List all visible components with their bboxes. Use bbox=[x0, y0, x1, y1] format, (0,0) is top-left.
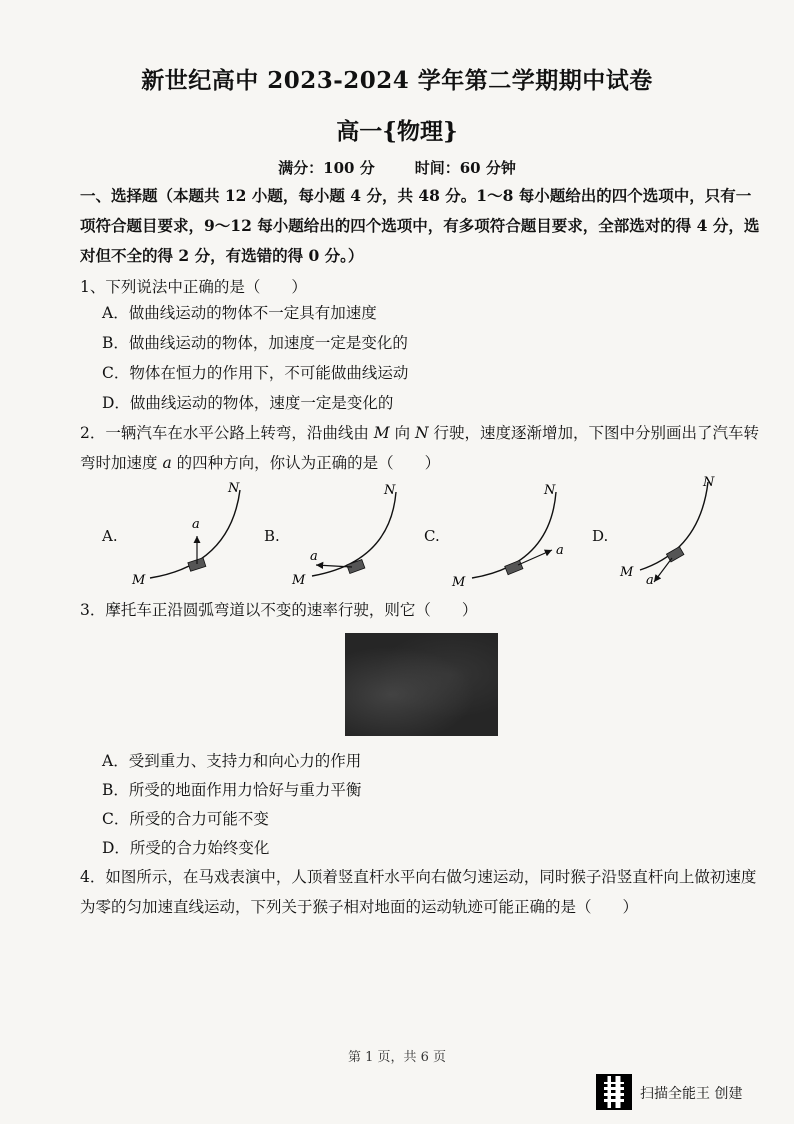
q3-stem: 3．摩托车正沿圆弧弯道以不变的速率行驶，则它（ ） bbox=[80, 601, 478, 619]
q4-stem: 4．如图所示，在马戏表演中，人顶着竖直杆水平向右做匀速运动，同时猴子沿竖直杆向上做初速度为零的匀加速直线运动，下列关于猴子相对地面的运动轨迹可能正确的是（ ） bbox=[80, 868, 757, 916]
motorcycle-photo bbox=[345, 633, 498, 736]
q2-b-m-label: M bbox=[292, 573, 306, 588]
page-number: 第 1 页，共 6 页 bbox=[347, 1050, 447, 1065]
q3-option-c: C．所受的合力可能不变 bbox=[102, 810, 269, 828]
q3-option-d: D．所受的合力始终变化 bbox=[102, 839, 270, 857]
q2-c-n-label: N bbox=[544, 483, 556, 498]
q1-option-b: B．做曲线运动的物体，加速度一定是变化的 bbox=[102, 334, 408, 352]
q3-option-b: B．所受的地面作用力恰好与重力平衡 bbox=[102, 781, 362, 799]
q1-stem: 1、下列说法中正确的是（ ） bbox=[80, 278, 307, 296]
exam-subject: 高一{物理} bbox=[336, 118, 458, 145]
q1-option-d: D．做曲线运动的物体，速度一定是变化的 bbox=[102, 394, 394, 412]
q2-c-accel-label: a bbox=[556, 543, 564, 558]
q2-c-m-label: M bbox=[452, 575, 466, 590]
exam-time: 时间：60 分钟 bbox=[414, 159, 516, 177]
section-instructions: 一、选择题（本题共 12 小题，每小题 4 分，共 48 分。1～8 每小题给出的四个选项中，只有一项符合题目要求，9～12 每小题给出的四个选项中，有多项符合题目要求，全部选对的得 4 分，选对但不全的得 2 分，有选错的得 0 分。） bbox=[80, 186, 760, 265]
q2-b-accel-label: a bbox=[310, 549, 318, 564]
q2-diagram-b bbox=[291, 483, 396, 588]
q2-a-accel-label: a bbox=[192, 517, 200, 532]
q2-diagram-c bbox=[451, 483, 564, 590]
score-time-line bbox=[0, 157, 794, 178]
q2-diagram-a bbox=[131, 481, 240, 588]
q2-diagram-d bbox=[619, 475, 715, 588]
q1-option-c: C．物体在恒力的作用下，不可能做曲线运动 bbox=[102, 364, 409, 382]
q2-a-m-label: M bbox=[132, 573, 146, 588]
q2-stem: 2．一辆汽车在水平公路上转弯，沿曲线由 M 向 N 行驶，速度逐渐增加，下图中分别画出了汽车转弯时加速度 a 的四种方向，你认为正确的是（ ） bbox=[80, 424, 760, 472]
exam-title: 新世纪高中 2023-2024 学年第二学期期中试卷 bbox=[141, 67, 653, 94]
q3-option-a: A．受到重力、支持力和向心力的作用 bbox=[102, 752, 362, 770]
q2-d-n-label: N bbox=[703, 475, 715, 490]
q2-diagrams bbox=[90, 470, 730, 595]
scanner-watermark: 扫描全能王 创建 bbox=[640, 1086, 743, 1102]
q2-a-n-label: N bbox=[228, 481, 240, 496]
q2-option-d-label: D. bbox=[592, 527, 609, 545]
q2-b-n-label: N bbox=[384, 483, 396, 498]
q2-option-a-label: A. bbox=[102, 527, 118, 545]
q1-option-a: A．做曲线运动的物体不一定具有加速度 bbox=[102, 304, 377, 322]
qr-code-icon bbox=[596, 1074, 632, 1110]
q2-option-c-label: C. bbox=[424, 527, 440, 545]
full-score: 满分：100 分 bbox=[278, 159, 375, 177]
q2-d-accel-label: a bbox=[646, 573, 654, 588]
q2-option-b-label: B. bbox=[264, 527, 280, 545]
q2-d-m-label: M bbox=[620, 565, 634, 580]
